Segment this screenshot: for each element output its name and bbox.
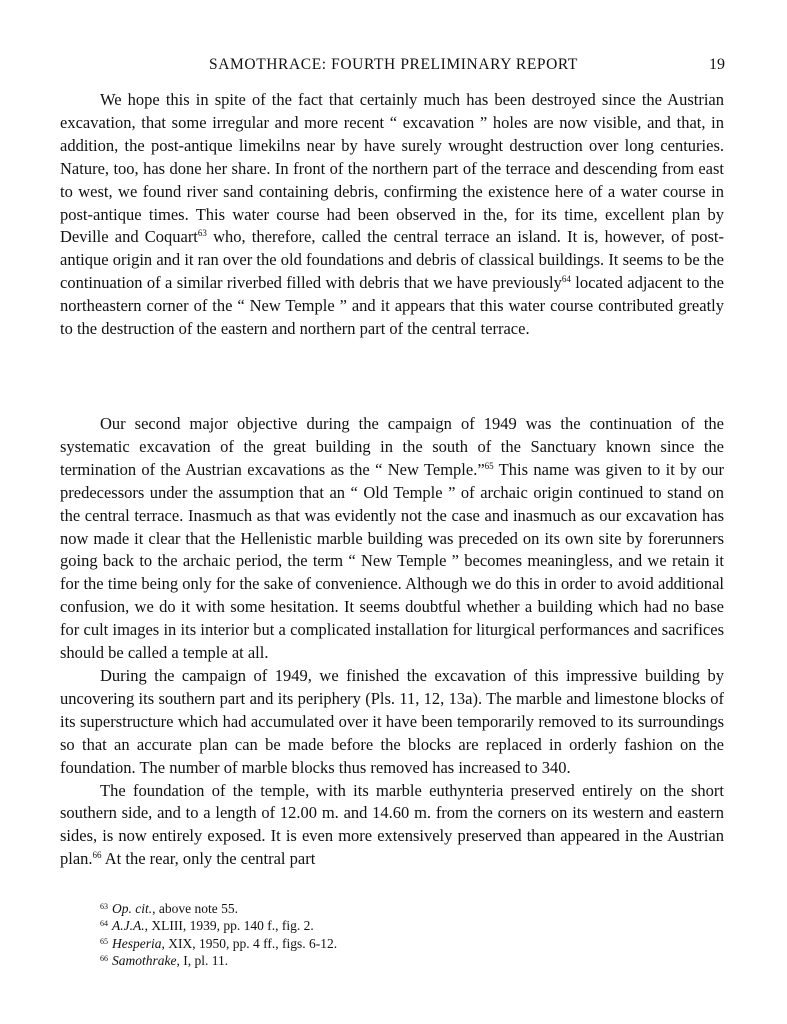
note-ref-66: 66: [92, 850, 102, 861]
page-number: 19: [709, 56, 725, 73]
running-title: SAMOTHRACE: FOURTH PRELIMINARY REPORT: [209, 56, 578, 73]
note-ref-65: 65: [484, 460, 494, 471]
paragraph-3: During the campaign of 1949, we finished the excavation of this impressive building by uncovering its southern part and its periphery (Pls. 11, 12, 13a). The marble and limestone blocks of its superstructure which had accumulated over it have been temporarily removed to its surroundings so that an accurate plan can be made before the blocks are replaced in orderly fashion on the foundation. The number of marble blocks thus removed has increased to 340.: [60, 665, 724, 777]
paragraph-4: The foundation of the temple, with its marble euthynteria preserved entirely on the short southern side, and to a length of 12.00 m. and 14.60 m. from the corners on its western and eastern sides, is now entirely exposed. It is even more extensively preserved than appeared in the Austrian plan.$^{66}$ At the rear, only the central part: [60, 780, 724, 869]
note-ref-63: 63: [197, 228, 207, 239]
footnote-65: $^{65}$ Hesperia, XIX, 1950, pp. 4 ff., figs. 6-12.: [100, 935, 338, 951]
footnote-66: $^{66}$ Samothrake, I, pl. 11.: [100, 953, 229, 969]
footnote-63: $^{63}$ Op. cit., above note 55.: [100, 901, 238, 916]
footnote-64: $^{64}$ A.J.A., XLIII, 1939, pp. 140 f., fig. 2.: [100, 918, 314, 934]
footnotes: [100, 900, 700, 970]
running-head: [0, 56, 787, 76]
paragraph-2: Our second major objective during the campaign of 1949 was the continuation of the systematic excavation of the great building in the south of the Sanctuary known since the termination of the Austrian excavations as the “ New Temple.”$^{65}$ This name was given to it by our predecessors under the assumption that an “ Old Temple ” of archaic origin continued to stand on the central terrace. Inasmuch as that was evidently not the case and inasmuch as our excavation has now made it clear that the Hellenistic marble building was preceded on its own site by forerunners going back to the archaic period, the term “ New Temple ” becomes meaningless, and we retain it for the time being only for the sake of convenience. Although we do this in order to avoid additional confusion, we do it with some hesitation. It seems doubtful whether a building which had no base for cult images in its interior but a complicated installation for liturgical performances and sacrifices should be called a temple at all.: [60, 414, 724, 663]
text-block-2: [60, 413, 724, 871]
text-block-1: [60, 89, 724, 341]
paragraph-1: We hope this in spite of the fact that certainly much has been destroyed since the Austrian excavation, that some irregular and more recent “ excavation ” holes are now visible, and that, in addition, the post-antique limekilns near by have surely wrought destruction over long centuries. Nature, too, has done her share. In front of the northern part of the terrace and descending from east to west, we found river sand containing debris, confirming the existence here of a water course in post-antique times. This water course had been observed in the, for its time, excellent plan by Deville and Coquart$^{63}$ who, therefore, called the central terrace an island. It is, however, of post-antique origin and it ran over the old foundations and debris of classical buildings. It seems to be the continuation of a similar riverbed filled with debris that we have previously$^{64}$ located adjacent to the northeastern corner of the “ New Temple ” and it appears that this water course contributed greatly to the destruction of the eastern and northern part of the central terrace.: [60, 90, 725, 339]
note-ref-64: 64: [561, 274, 571, 285]
